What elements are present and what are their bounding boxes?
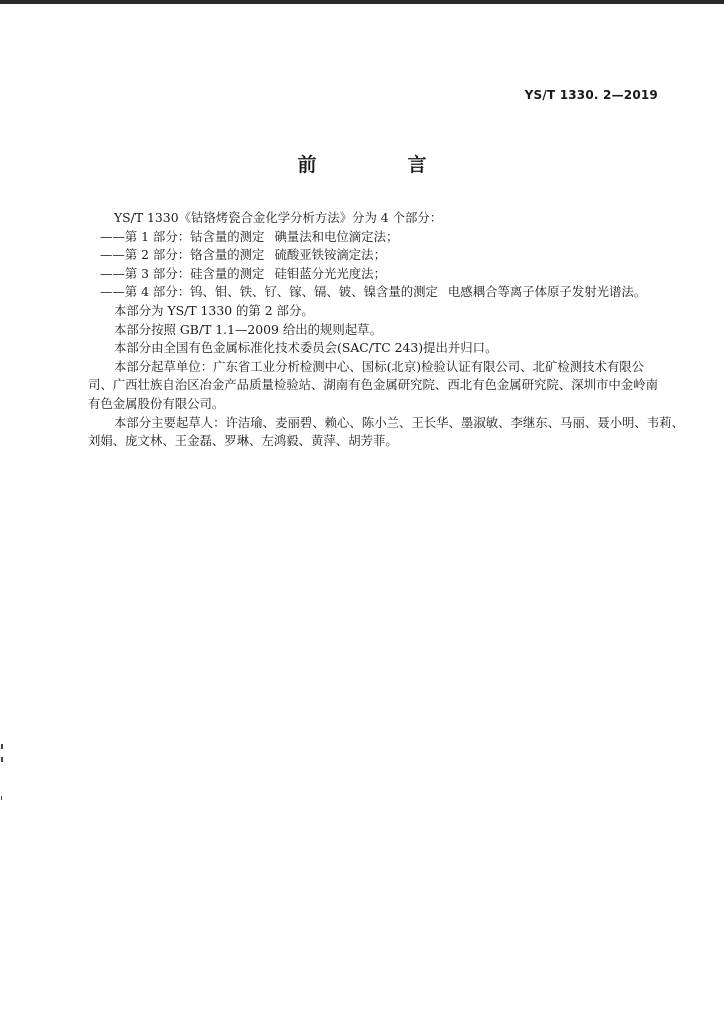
part-item-name: ——第 3 部分：硅含量的测定: [100, 265, 265, 281]
binding-mark: [1, 796, 2, 800]
drafting-units-line: 有色金属股份有限公司。: [88, 395, 225, 411]
this-part-paragraph: 本部分为 YS/T 1330 的第 2 部分。: [114, 302, 314, 318]
standard-number: YS/T 1330. 2—2019: [524, 88, 658, 102]
part-item-name: ——第 4 部分：钨、钼、铁、钌、镓、镉、铍、镍含量的测定: [100, 284, 438, 300]
part-item-method: 碘量法和电位滴定法；: [274, 228, 399, 244]
page-top-border: [0, 0, 724, 4]
foreword-body: [88, 209, 684, 451]
proposed-by-paragraph: 本部分由全国有色金属标准化技术委员会(SAC/TC 243)提出并归口。: [114, 340, 498, 356]
drafting-units-line: 本部分起草单位：广东省工业分析检测中心、国标(北京)检验认证有限公司、北矿检测技术有限公: [114, 358, 645, 374]
part-item-name: ——第 1 部分：钴含量的测定: [100, 228, 265, 244]
part-item-method: 硅钼蓝分光光度法；: [274, 265, 386, 281]
drafting-units-line: 司、广西壮族自治区冶金产品质量检验站、湖南有色金属研究院、西北有色金属研究院、深圳市中金岭南: [88, 377, 658, 393]
binding-mark: [1, 757, 3, 762]
part-item-method: 电感耦合等离子体原子发射光谱法。: [447, 284, 647, 300]
part-item-4: [90, 283, 664, 302]
part-item-1: [90, 228, 664, 247]
part-item-2: [90, 246, 664, 265]
part-item-method: 硫酸亚铁铵滴定法；: [274, 247, 386, 263]
drafters-line: 刘娟、庞文林、王金磊、罗琳、左鸿毅、黄萍、胡芳菲。: [88, 433, 398, 449]
page-title: 前 言: [297, 154, 463, 176]
drafting-rules-paragraph: 本部分按照 GB/T 1.1—2009 给出的规则起草。: [114, 321, 382, 337]
drafters-line: 本部分主要起草人：许洁瑜、麦丽碧、赖心、陈小兰、王长华、墨淑敏、李继东、马丽、聂小明、韦莉、: [114, 414, 684, 430]
part-item-name: ——第 2 部分：铬含量的测定: [100, 247, 265, 263]
intro-paragraph: YS/T 1330《钴铬烤瓷合金化学分析方法》分为 4 个部分：: [114, 210, 443, 225]
binding-mark: [1, 744, 3, 749]
part-item-3: [90, 265, 664, 284]
